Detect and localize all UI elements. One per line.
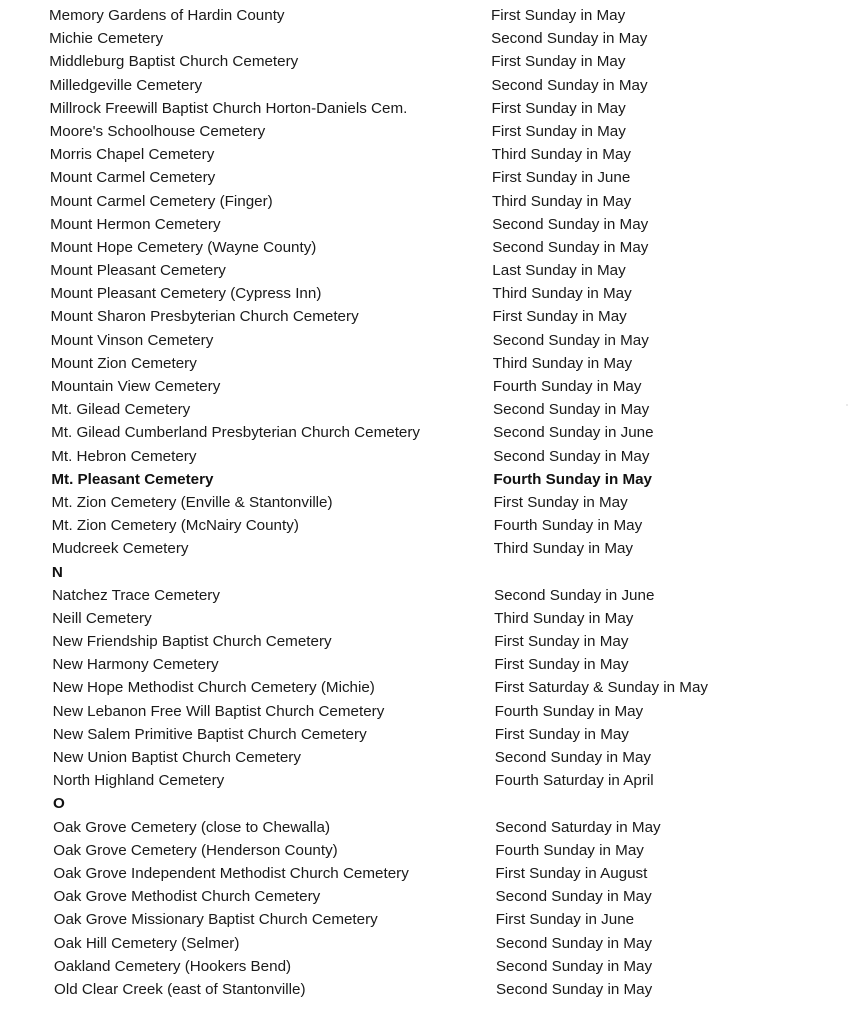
decoration-date: Last Sunday in May [492, 262, 626, 280]
list-item [0, 537, 853, 560]
decoration-date: First Sunday in May [491, 122, 626, 140]
decoration-date: Fourth Saturday in April [494, 772, 654, 790]
section-letter-row [0, 561, 853, 584]
decoration-date: Second Sunday in May [495, 957, 653, 975]
list-item [0, 352, 853, 375]
decoration-date: Fourth Sunday in May [493, 470, 653, 488]
decoration-date: Second Sunday in May [495, 888, 652, 906]
list-item [0, 908, 853, 931]
scan-speck [846, 404, 848, 406]
decoration-date: Third Sunday in May [491, 192, 632, 210]
decoration-date: Second Sunday in May [492, 215, 649, 233]
decoration-date: Second Sunday in May [496, 980, 653, 998]
cemetery-name: Mt. Gilead Cumberland Presbyterian Church Cemetery [51, 424, 421, 442]
decoration-date: First Sunday in June [495, 911, 635, 929]
decoration-date: First Sunday in August [495, 864, 648, 882]
cemetery-name: Mt. Zion Cemetery (McNairy County) [51, 517, 299, 535]
list-item [0, 398, 853, 421]
list-item [0, 862, 853, 885]
list-item [0, 839, 853, 862]
list-item [0, 491, 853, 514]
decoration-date: First Sunday in May [493, 493, 628, 511]
cemetery-name: Oak Grove Methodist Church Cemetery [53, 888, 321, 906]
cemetery-name: Moore's Schoolhouse Cemetery [49, 122, 266, 140]
decoration-date: Second Sunday in May [491, 30, 648, 48]
cemetery-name: Mount Zion Cemetery [50, 354, 197, 372]
decoration-date: Second Sunday in May [495, 934, 652, 952]
cemetery-name: Natchez Trace Cemetery [51, 586, 220, 604]
list-item [0, 305, 853, 328]
cemetery-name: Mt. Hebron Cemetery [51, 447, 197, 465]
cemetery-name: New Union Baptist Church Cemetery [52, 749, 301, 766]
cemetery-name: Michie Cemetery [49, 30, 164, 48]
decoration-date: Fourth Sunday in May [492, 378, 642, 395]
decoration-date: First Sunday in May [494, 725, 629, 743]
list-item [0, 259, 853, 282]
cemetery-name: New Hope Methodist Church Cemetery (Michie) [52, 679, 375, 697]
list-item [0, 584, 853, 607]
list-item [0, 769, 853, 792]
decoration-date: First Sunday in May [491, 53, 626, 71]
list-item [0, 236, 853, 259]
decoration-date: First Sunday in May [491, 7, 626, 24]
list-item [0, 375, 853, 398]
cemetery-name: New Harmony Cemetery [52, 656, 219, 674]
decoration-date: Second Sunday in May [492, 331, 649, 349]
cemetery-name: Oak Grove Missionary Baptist Church Cemetery [53, 911, 378, 929]
cemetery-name: Mount Carmel Cemetery (Finger) [49, 192, 273, 210]
decoration-date: Second Sunday in May [494, 749, 651, 766]
cemetery-name: North Highland Cemetery [52, 772, 225, 790]
list-item [0, 607, 853, 630]
cemetery-name: Oak Hill Cemetery (Selmer) [53, 934, 240, 952]
cemetery-name: Mudcreek Cemetery [51, 540, 189, 558]
decoration-date: Fourth Sunday in May [494, 702, 644, 720]
list-item [0, 213, 853, 236]
cemetery-name: Mount Carmel Cemetery [49, 169, 216, 187]
cemetery-name: Oakland Cemetery (Hookers Bend) [53, 957, 292, 975]
decoration-date: First Sunday in June [491, 169, 631, 187]
list-item [0, 50, 853, 73]
cemetery-name: Mt. Gilead Cemetery [51, 401, 191, 419]
decoration-date: First Sunday in May [494, 656, 629, 674]
list-item [0, 166, 853, 189]
list-item [0, 885, 853, 908]
decoration-date: First Sunday in May [494, 633, 629, 651]
list-item [0, 74, 853, 97]
cemetery-name: Old Clear Creek (east of Stantonville) [54, 980, 306, 998]
cemetery-name: Neill Cemetery [52, 609, 152, 627]
decoration-date: Fourth Sunday in May [493, 517, 643, 535]
decoration-date: Third Sunday in May [494, 609, 634, 627]
decoration-date: First Sunday in May [492, 308, 627, 326]
decoration-date: First Sunday in May [491, 99, 626, 117]
decoration-date: Second Sunday in June [493, 424, 654, 442]
list-item [0, 27, 853, 50]
cemetery-name: Memory Gardens of Hardin County [49, 7, 285, 24]
cemetery-name: Mountain View Cemetery [50, 378, 221, 395]
cemetery-name: Mount Pleasant Cemetery (Cypress Inn) [50, 285, 322, 303]
cemetery-name: Mount Vinson Cemetery [50, 331, 214, 349]
list-item [0, 445, 853, 468]
list-item [0, 746, 853, 769]
list-item [0, 421, 853, 444]
decoration-date: Second Sunday in May [492, 238, 649, 256]
list-item [0, 120, 853, 143]
cemetery-name: New Lebanon Free Will Baptist Church Cemetery [52, 702, 385, 720]
decoration-date: Second Sunday in May [493, 447, 650, 465]
cemetery-name: Millrock Freewill Baptist Church Horton-Daniels Cem. [49, 99, 408, 117]
cemetery-list [0, 4, 853, 1001]
cemetery-name: Middleburg Baptist Church Cemetery [49, 53, 299, 71]
decoration-date: Third Sunday in May [493, 540, 634, 558]
cemetery-name: Mt. Pleasant Cemetery [51, 470, 214, 488]
decoration-date: Second Saturday in May [495, 818, 661, 836]
decoration-date: Third Sunday in May [492, 354, 633, 372]
cemetery-name: Morris Chapel Cemetery [49, 146, 215, 164]
decoration-date: Second Sunday in May [493, 401, 650, 419]
section-letter-row [0, 792, 853, 815]
list-item [0, 143, 853, 166]
list-item [0, 630, 853, 653]
list-item [0, 932, 853, 955]
decoration-date: Fourth Sunday in May [495, 841, 644, 859]
cemetery-name: New Salem Primitive Baptist Church Cemetery [52, 725, 367, 743]
list-item [0, 653, 853, 676]
list-item [0, 468, 853, 491]
list-item [0, 676, 853, 699]
decoration-date: Third Sunday in May [492, 285, 632, 303]
list-item [0, 97, 853, 120]
cemetery-name: Mount Sharon Presbyterian Church Cemetery [50, 308, 359, 326]
cemetery-name: New Friendship Baptist Church Cemetery [52, 633, 332, 651]
list-item [0, 978, 853, 1001]
decoration-date: Second Sunday in May [491, 76, 648, 94]
cemetery-name: Oak Grove Cemetery (close to Chewalla) [53, 818, 331, 836]
cemetery-name: Oak Grove Independent Methodist Church Cemetery [53, 864, 409, 882]
list-item [0, 190, 853, 213]
decoration-date: Third Sunday in May [491, 146, 631, 164]
decoration-date: Second Sunday in June [493, 586, 655, 604]
list-item [0, 700, 853, 723]
list-item [0, 816, 853, 839]
section-letter: O [53, 795, 65, 813]
cemetery-name: Mount Pleasant Cemetery [50, 262, 226, 280]
list-item [0, 514, 853, 537]
list-item [0, 955, 853, 978]
list-item [0, 282, 853, 305]
cemetery-name: Oak Grove Cemetery (Henderson County) [53, 841, 338, 859]
cemetery-name: Mount Hermon Cemetery [50, 215, 221, 233]
cemetery-name: Milledgeville Cemetery [49, 76, 203, 94]
list-item [0, 723, 853, 746]
list-item [0, 4, 853, 27]
cemetery-name: Mt. Zion Cemetery (Enville & Stantonville) [51, 493, 333, 511]
cemetery-name: Mount Hope Cemetery (Wayne County) [50, 238, 317, 256]
decoration-date: First Saturday & Sunday in May [494, 679, 708, 697]
list-item [0, 329, 853, 352]
section-letter: N [51, 563, 63, 581]
